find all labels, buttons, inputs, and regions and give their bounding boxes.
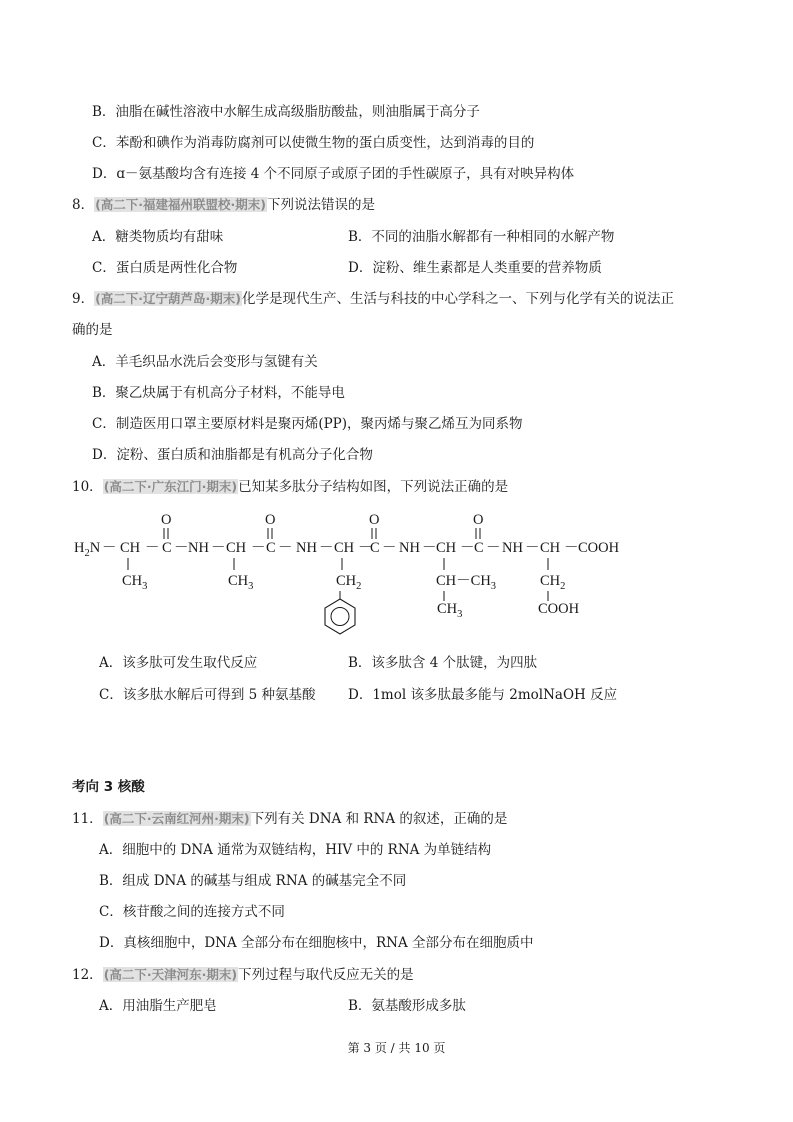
amide-nh-3: NH (399, 540, 420, 556)
peptide-structure-diagram (0, 505, 793, 640)
q11-stem-line (72, 810, 507, 828)
q8-option-a: A．糖类物质均有甜味 (92, 229, 224, 245)
benzene-ring (325, 599, 355, 634)
q10-option-c: C．该多肽水解后可得到 5 种氨基酸 (99, 687, 316, 703)
q8-source-tag: (高二下·福建福州联盟校·期末) (95, 197, 267, 212)
q8-stem-line (72, 196, 375, 214)
bond-dash: － (422, 540, 437, 556)
q12-stem: 下列过程与取代反应无关的是 (238, 967, 414, 983)
q9-stem-line (72, 290, 674, 308)
alpha-carbon-1: CH (120, 540, 141, 556)
section-heading-nucleic-acid: 考向 3 核酸 (72, 779, 145, 795)
q9-option-a: A．羊毛织品水洗后会变形与氢键有关 (92, 354, 318, 370)
q10-option-a: A．该多肽可发生取代反应 (99, 655, 258, 671)
methyl-2: $CH_3$ (228, 573, 254, 592)
q12-number: 12． (72, 967, 103, 983)
methylene-3: $CH_2$ (336, 573, 362, 592)
alpha-carbon-2: CH (226, 540, 247, 556)
q9-source-tag: (高二下·辽宁葫芦岛·期末) (95, 291, 242, 306)
carbonyl-carbon-4: C (474, 540, 484, 556)
bond-dash: － (251, 540, 266, 556)
q7-option-b: B．油脂在碱性溶液中水解生成高级脂肪酸盐，则油脂属于高分子 (92, 104, 480, 120)
carbonyl-oxygen-2: O (265, 512, 276, 528)
q11-option-c: C．核苷酸之间的连接方式不同 (99, 904, 285, 920)
q11-stem: 下列有关 DNA 和 RNA 的叙述，正确的是 (250, 811, 508, 827)
q8-number: 8． (72, 197, 95, 213)
carbonyl-oxygen-3: O (369, 512, 380, 528)
terminal-cooh: COOH (578, 540, 620, 556)
q10-source-tag: (高二下·广东江门·期末) (103, 479, 238, 494)
bond-dash: － (211, 540, 226, 556)
isobutyl-ch: $CH-CH_3$ (436, 573, 497, 592)
methyl-1: $CH_3$ (122, 573, 148, 592)
q10-option-b: B．该多肽含 4 个肽键，为四肽 (348, 655, 538, 671)
amide-nh-2: NH (296, 540, 317, 556)
bond-dash: － (145, 540, 160, 556)
side-cooh: COOH (538, 601, 580, 617)
amide-nh-4: NH (502, 540, 523, 556)
methylene-5: $CH_2$ (540, 573, 566, 592)
carbonyl-oxygen-1: O (161, 512, 172, 528)
bond-dash: － (564, 540, 579, 556)
carbonyl-carbon-3: C (370, 540, 380, 556)
q10-option-d: D．1mol 该多肽最多能与 2molNaOH 反应 (348, 687, 618, 703)
q11-number: 11． (72, 811, 103, 827)
q11-source-tag: (高二下·云南红河州·期末) (103, 811, 250, 826)
amide-nh-1: NH (188, 540, 209, 556)
q7-option-d: D．ɑ－氨基酸均含有连接 4 个不同原子或原子团的手性碳原子，具有对映异构体 (92, 166, 575, 182)
benzene-ring-circle (331, 608, 349, 626)
q10-stem: 已知某多肽分子结构如图，下列说法正确的是 (238, 479, 509, 495)
bond-dash: － (319, 540, 334, 556)
q8-option-d: D．淀粉、维生素都是人类重要的营养物质 (348, 260, 602, 276)
bond-dash: － (278, 540, 293, 556)
q9-number: 9． (72, 291, 95, 307)
q7-option-c: C．苯酚和碘作为消毒防腐剂可以使微生物的蛋白质变性，达到消毒的目的 (92, 135, 535, 151)
bond-dash: － (460, 540, 475, 556)
q12-option-a: A．用油脂生产肥皂 (99, 998, 217, 1014)
alpha-carbon-5: CH (540, 540, 561, 556)
q12-option-b: B．氨基酸形成多肽 (348, 998, 466, 1014)
bond-dash: － (174, 540, 189, 556)
bond-dash: － (382, 540, 397, 556)
q9-option-b: B．聚乙炔属于有机高分子材料，不能导电 (92, 385, 345, 401)
bond-dash: － (102, 540, 117, 556)
q12-stem-line (72, 966, 414, 984)
q11-option-b: B．组成 DNA 的碱基与组成 RNA 的碱基完全不同 (99, 873, 407, 889)
q10-number: 10． (72, 479, 103, 495)
carbonyl-carbon-2: C (266, 540, 276, 556)
bond-dash: － (525, 540, 540, 556)
q8-option-b: B．不同的油脂水解都有一种相同的水解产物 (348, 229, 615, 245)
q9-stem-continuation: 确的是 (72, 322, 113, 338)
q11-option-a: A．细胞中的 DNA 通常为双链结构，HIV 中的 RNA 为单链结构 (99, 842, 492, 858)
q11-option-d: D．真核细胞中，DNA 全部分布在细胞核中，RNA 全部分布在细胞质中 (99, 935, 534, 951)
q9-option-d: D．淀粉、蛋白质和油脂都是有机高分子化合物 (92, 447, 373, 463)
q12-source-tag: (高二下·天津河东·期末) (103, 967, 238, 982)
alpha-carbon-3: CH (334, 540, 355, 556)
bond-dash: － (486, 540, 501, 556)
bond-dash: － (358, 540, 373, 556)
alpha-carbon-4: CH (436, 540, 457, 556)
h2n-group: $H_2N$ (74, 540, 101, 559)
q8-option-c: C．蛋白质是两性化合物 (92, 260, 238, 276)
q10-stem-line (72, 478, 508, 496)
page-footer: 第 3 页 / 共 10 页 (347, 1041, 446, 1055)
q9-stem: 化学是现代生产、生活与科技的中心学科之一、下列与化学有关的说法正 (242, 291, 675, 307)
carbonyl-carbon-1: C (162, 540, 172, 556)
carbonyl-oxygen-4: O (473, 512, 484, 528)
methyl-4: $CH_3$ (437, 601, 463, 620)
q8-stem: 下列说法错误的是 (267, 197, 376, 213)
q9-option-c: C．制造医用口罩主要原材料是聚丙烯(PP)，聚丙烯与聚乙烯互为同系物 (92, 416, 523, 432)
